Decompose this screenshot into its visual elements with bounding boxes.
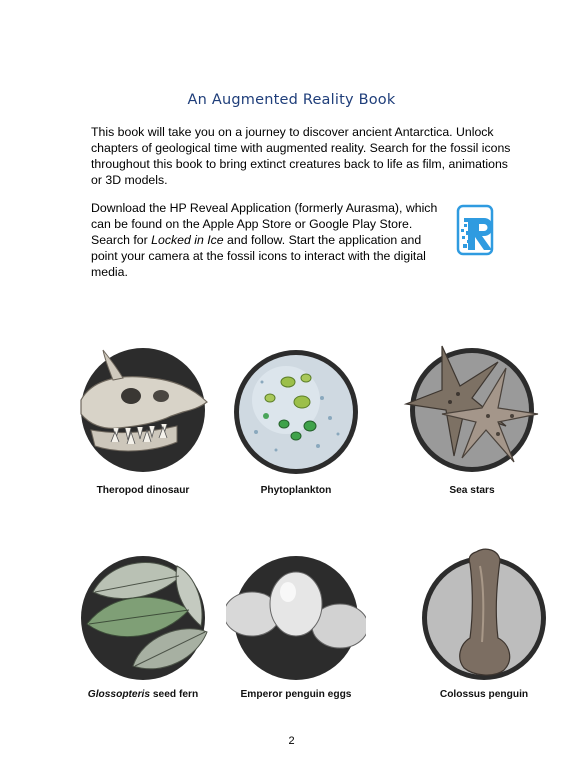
glossopteris-leaves-icon — [73, 546, 213, 686]
penguin-eggs-icon — [226, 546, 366, 686]
fossil-label: Theropod dinosaur — [96, 485, 190, 496]
hp-reveal-app-icon — [456, 204, 502, 256]
fossil-icon-theropod[interactable] — [73, 338, 213, 496]
fossil-label: Colossus penguin — [439, 689, 529, 700]
instructions-text-2: and follow. Start the application and point your camera at the fossil icons to interact with the digital media. — [91, 233, 426, 279]
download-instructions — [91, 200, 441, 280]
instructions-text-1: Download the HP Reveal Application (formerly Aurasma), which can be found on the Apple App Store or Google Play Store. Search for — [91, 201, 438, 247]
phytoplankton-icon — [226, 338, 366, 478]
fossil-label-rest: seed fern — [150, 689, 199, 700]
fossil-icon-phytoplankton[interactable] — [226, 338, 366, 496]
fossil-icon-penguin-eggs[interactable] — [226, 546, 366, 700]
fossil-icon-glossopteris[interactable] — [73, 546, 213, 700]
page-number: 2 — [288, 735, 295, 747]
page-title: An Augmented Reality Book — [187, 92, 396, 108]
book-name: Locked in Ice — [151, 233, 224, 247]
fossil-icon-sea-stars[interactable] — [402, 338, 542, 496]
fossil-label: Emperor penguin eggs — [240, 689, 352, 700]
genus-name: Glossopteris — [87, 689, 151, 700]
fossil-label: Phytoplankton — [260, 485, 332, 496]
intro-paragraph: This book will take you on a journey to discover ancient Antarctica. Unlock chapters of geological time with augmented reality. Search for the fossil icons throughout this book to bring extinct creatures back to life as film, animations or 3D models. — [91, 125, 511, 187]
fossil-label: Sea stars — [449, 485, 495, 496]
penguin-bone-icon — [414, 546, 554, 686]
fossil-icon-colossus-penguin[interactable] — [414, 546, 554, 700]
sea-stars-icon — [402, 338, 542, 478]
theropod-skull-icon — [73, 338, 213, 478]
